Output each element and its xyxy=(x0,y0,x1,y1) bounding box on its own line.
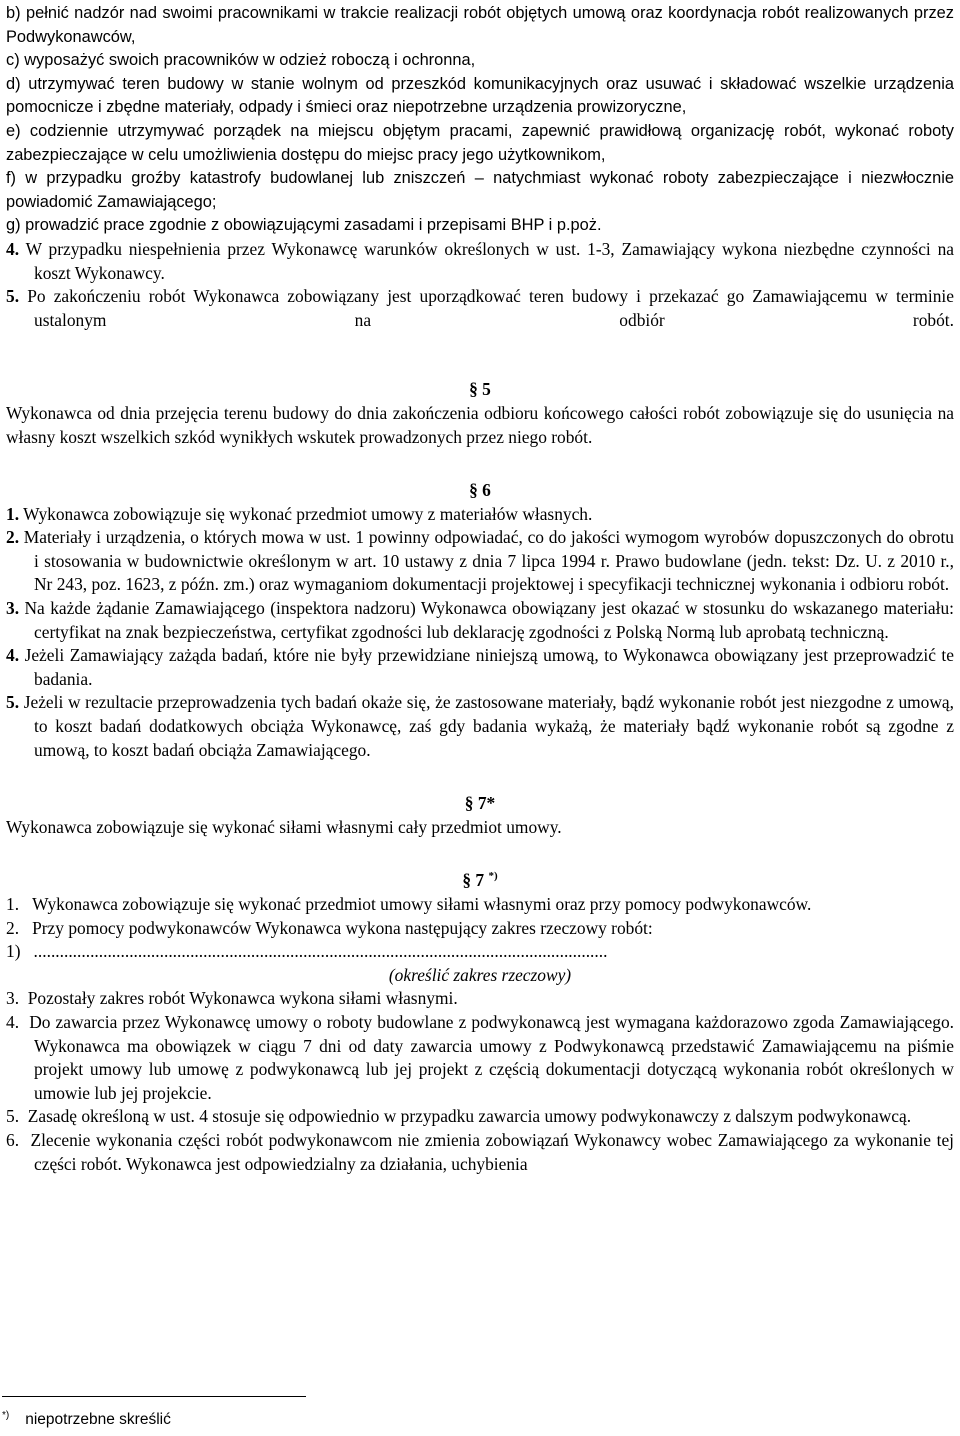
footnote-ref: *) xyxy=(488,870,498,883)
scope-note: (określić zakres rzeczowy) xyxy=(388,964,572,985)
sec7-point-2-1: 1) .................................................................................................................................... xyxy=(6,941,608,962)
sec6-point-4: 4. Jeżeli Zamawiający zażąda badań, które nie były przewidziane niniejszą umową, to Wykonawca obowiązany jest przeprowadzić te badania. xyxy=(6,645,954,689)
footnote-separator xyxy=(2,1396,306,1397)
sec6-point-2: 2. Materiały i urządzenia, o których mowa w ust. 1 powinny odpowiadać, co do jakości wymogom wyrobów dopuszczonych do obrotu i stosowania w budownictwie określonym w art. 10 ustawy z dnia 7 lipca 1994 r. Prawo budowlane (jedn. tekst: Dz. U. z 2010 r., Nr 243, poz. 1623, z późn. zm.) oraz wymaganiom dokumentacji projektowej i specyfikacji technicznej wykonania i odbioru robót. xyxy=(6,527,954,595)
document-body xyxy=(6,2,954,1176)
section-7-star-text: Wykonawca zobowiązuje się wykonać siłami własnymi cały przedmiot umowy. xyxy=(6,816,562,837)
section-heading-6: § 6 xyxy=(469,480,491,501)
list-item-f: f) w przypadku groźby katastrofy budowlanej lub zniszczeń – natychmiast wykonać roboty zabezpieczające i niezwłocznie powiadomić Zamawiającego; xyxy=(6,169,954,211)
list-item-b: b) pełnić nadzór nad swoimi pracownikami w trakcie realizacji robót objętych umową oraz koordynacja robót realizowanych przez Podwykonawców, xyxy=(6,4,954,46)
section-heading-7-star: § 7* xyxy=(464,793,496,814)
section-5-text: Wykonawca od dnia przejęcia terenu budowy do dnia zakończenia odbioru końcowego całości robót zobowiązuje się do usunięcia na własny koszt wszelkich szkód wynikłych wskutek prowadzonych przez niego robót. xyxy=(6,402,954,447)
sec7-point-1: 1. Wykonawca zobowiązuje się wykonać przedmiot umowy siłami własnymi oraz przy pomocy podwykonawców. xyxy=(6,894,812,914)
sec7-point-5: 5. Zasadę określoną w ust. 4 stosuje się odpowiednio w przypadku zawarcia umowy podwykonawczy z dalszym podwykonawcą. xyxy=(6,1106,912,1127)
point-4: 4. W przypadku niespełnienia przez Wykonawcę warunków określonych w ust. 1-3, Zamawiający wykona niezbędne czynności na koszt Wykonawcy. xyxy=(6,238,954,283)
sec6-point-1: 1. Wykonawca zobowiązuje się wykonać przedmiot umowy z materiałów własnych. xyxy=(6,503,593,524)
sec6-point-3: 3. Na każde żądanie Zamawiającego (inspektora nadzoru) Wykonawca obowiązany jest okazać w stosunku do wskazanego materiału: certyfikat na znak bezpieczeństwa, certyfikat zgodności lub deklarację zgodności z Polską Normą lub aprobatą techniczną. xyxy=(6,598,954,642)
list-item-g: g) prowadzić prace zgodnie z obowiązującymi zasadami i przepisami BHP i p.poż. xyxy=(6,216,602,235)
footnote xyxy=(2,1408,171,1432)
sec6-point-5: 5. Jeżeli w rezultacie przeprowadzenia tych badań okaże się, że zastosowane materiały, bądź wykonanie robót jest niezgodne z umową, to koszt badań dodatkowych obciąża Wykonawcę, zaś gdy badania wykażą, że materiały bądź wykonanie robót są zgodne z umową, to koszt badań obciąża Zamawiającego. xyxy=(6,692,954,760)
list-item-c: c) wyposażyć swoich pracowników w odzież roboczą i ochronna, xyxy=(6,51,476,70)
sec7-point-6: 6. Zlecenie wykonania części robót podwykonawcom nie zmienia zobowiązań Wykonawcy wobec Zamawiającego za wykonanie tej części robót. Wykonawca jest odpowiedzialny za działania, uchybienia xyxy=(6,1129,954,1174)
section-heading-5: § 5 xyxy=(469,379,491,400)
footnote-mark: *) xyxy=(2,1409,10,1421)
sec7-point-3: 3. Pozostały zakres robót Wykonawca wykona siłami własnymi. xyxy=(6,988,458,1009)
sec7-point-2: 2. Przy pomocy podwykonawców Wykonawca wykona następujący zakres rzeczowy robót: xyxy=(6,917,653,938)
list-item-d: d) utrzymywać teren budowy w stanie wolnym od przeszkód komunikacyjnych oraz usuwać i składować wszelkie urządzenia pomocnicze i zbędne materiały, odpady i śmieci oraz niepotrzebne urządzenia prowizoryczne, xyxy=(6,74,954,117)
footnote-text: niepotrzebne skreślić xyxy=(25,1411,171,1428)
point-5: 5. Po zakończeniu robót Wykonawca zobowiązany jest uporządkować teren budowy i przekazać go Zamawiającemu w terminie ustalonym na odbiór robót. xyxy=(6,286,954,330)
section-heading-7: § 7 *) xyxy=(462,870,498,891)
sec7-point-4: 4. Do zawarcia przez Wykonawcę umowy o roboty budowlane z podwykonawcą jest wymagana każdorazowo zgoda Zamawiającego. Wykonawca ma obowiązek w ciągu 7 dni od daty zawarcia umowy z Podwykonawcą przedstawić Zamawiającemu na piśmie projekt umowy lub umowę z podwykonawcą lub jej projekt z częścią dokumentacji dotyczącą wykonania robót określonych w umowie lub jej projekcie. xyxy=(6,1011,955,1103)
list-item-e: e) codziennie utrzymywać porządek na miejscu objętym pracami, zapewnić prawidłową organizację robót, wykonać roboty zabezpieczające w celu umożliwienia dostępu do miejsc pracy jego użytkownikom, xyxy=(6,121,954,164)
